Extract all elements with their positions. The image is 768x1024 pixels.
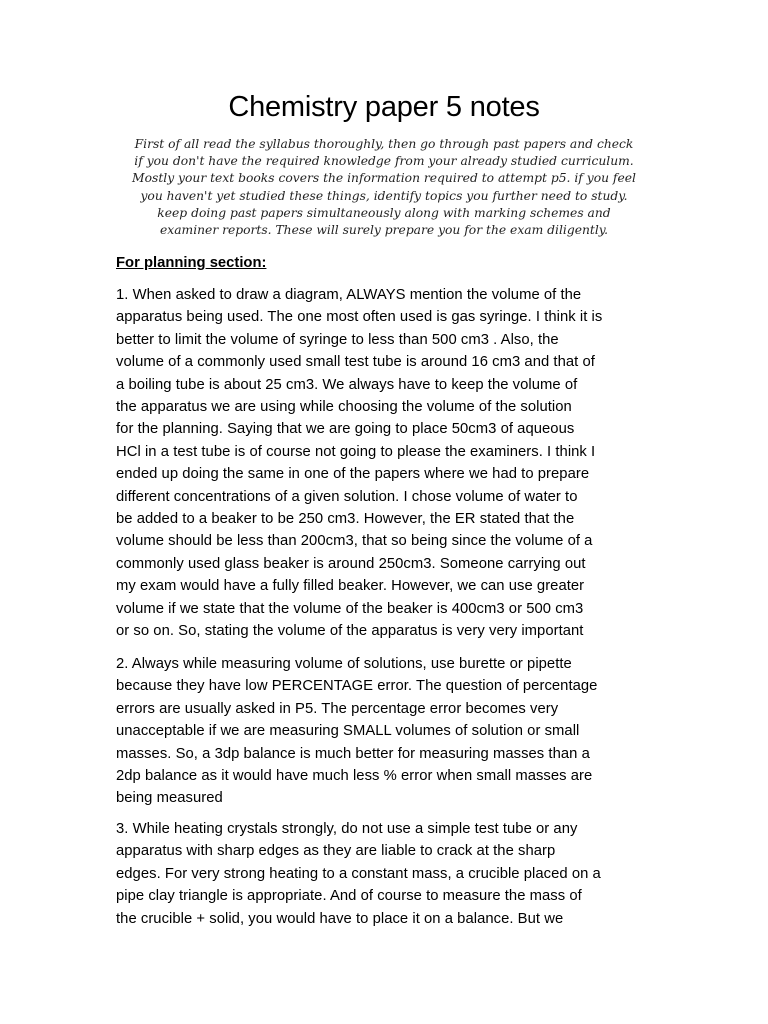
intro-paragraph: First of all read the syllabus thoroughly, then go through past papers and check if you don't have the required knowledge from your already studied curriculum. Mostly your text books covers the information required to attempt p5. if you feel you haven't yet studied these things, identify topics you further need to study. keep doing past papers simultaneously along with marking schemes and examiner reports. These will surely prepare you for the exam diligently. [132, 137, 636, 238]
paragraph-3: 3. While heating crystals strongly, do not use a simple test tube or any apparatus with sharp edges as they are liable to crack at the sharp edges. For very strong heating to a constant mass, a crucible placed on a pipe clay triangle is appropriate. And of course to measure the mass of the crucible + solid, you would have to place it on a balance. But we [116, 821, 601, 927]
section-heading-planning: For planning section: [116, 255, 267, 271]
page-title: Chemistry paper 5 notes [228, 91, 540, 123]
paragraph-1: 1. When asked to draw a diagram, ALWAYS mention the volume of the apparatus being used. The one most often used is gas syringe. I think it is better to limit the volume of syringe to less than 500 cm3 . Also, the volume of a commonly used small test tube is around 16 cm3 and that of a boiling tube is about 25 cm3. We always have to keep the volume of the apparatus we are using while choosing the volume of the solution for the planning. Saying that we are going to place 50cm3 of aqueous HCl in a test tube is of course not going to please the examiners. I think I ended up doing the same in one of the papers where we had to prepare different concentrations of a given solution. I chose volume of water to be added to a beaker to be 250 cm3. However, the ER stated that the volume should be less than 200cm3, that so being since the volume of a commonly used glass beaker is around 250cm3. Someone carrying out my exam would have a fully filled beaker. However, we can use greater volume if we state that the volume of the beaker is 400cm3 or 500 cm3 or so on. So, stating the volume of the apparatus is very very important [116, 287, 603, 640]
paragraph-2: 2. Always while measuring volume of solutions, use burette or pipette because they have low PERCENTAGE error. The question of percentage errors are usually asked in P5. The percentage error becomes very unacceptable if we are measuring SMALL volumes of solution or small masses. So, a 3dp balance is much better for measuring masses than a 2dp balance as it would have much less % error when small masses are being measured [116, 656, 598, 807]
